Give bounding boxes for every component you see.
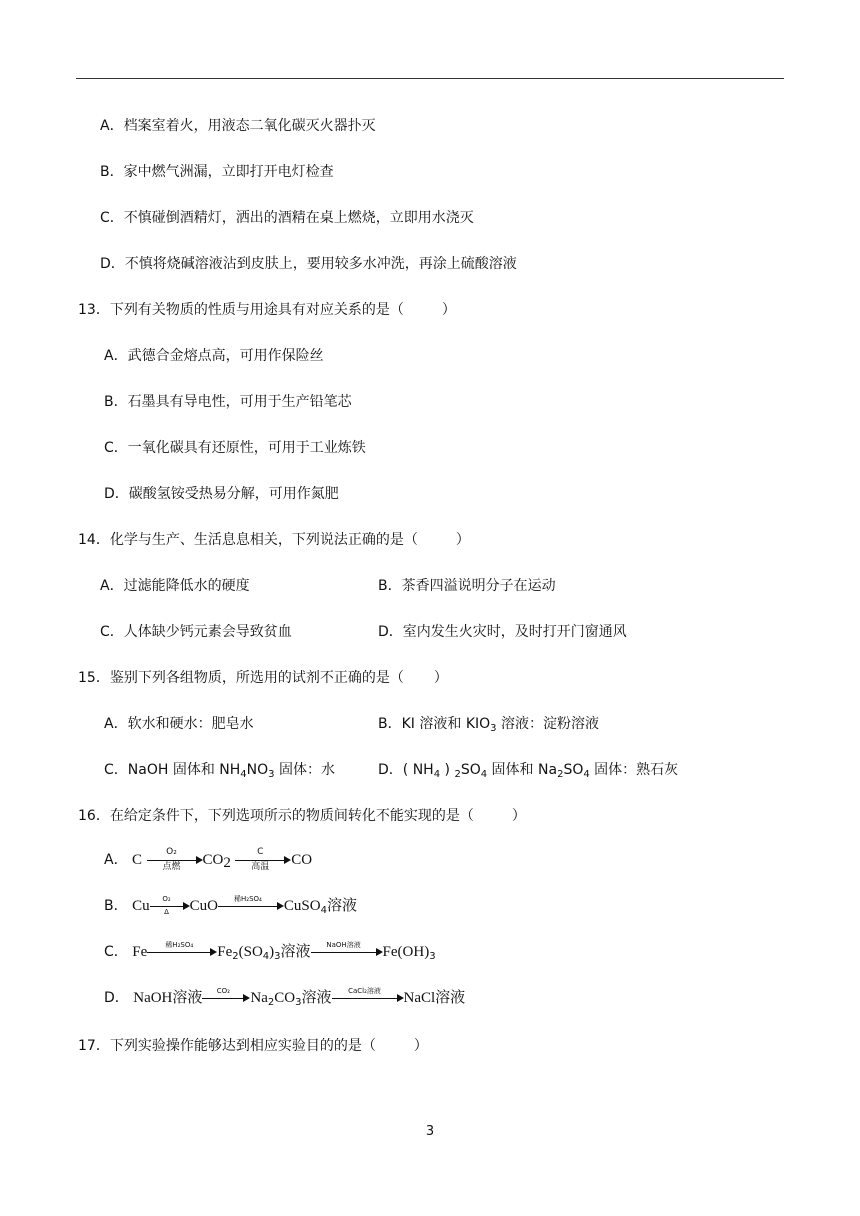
reaction-arrow: 稀H₂SO₄	[218, 896, 284, 916]
q15-option-a: A．软水和硬水：肥皂水	[104, 716, 254, 732]
reaction-arrow: NaOH溶液	[311, 942, 383, 962]
q17-stem: 17．下列实验操作能够达到相应实验目的的是（ ）	[78, 1038, 428, 1054]
formula-c: C	[132, 852, 143, 868]
q13-stem: 13．下列有关物质的性质与用途具有对应关系的是（ ）	[78, 302, 456, 318]
reaction-arrow: $\frac{\text{O₂}}{\Delta}$	[150, 896, 190, 916]
q13-option-d: D．碳酸氢铵受热易分解，可用作氮肥	[104, 486, 339, 502]
q16-option-b: B． Cu $\frac{\text{O₂}}{\Delta}$ CuO 稀H₂SO₄ CuSO$_4$溶液	[104, 895, 357, 916]
q14-option-c: C．人体缺少钙元素会导致贫血	[100, 624, 292, 640]
q13-option-a: A．武德合金熔点高，可用作保险丝	[104, 348, 324, 364]
q12-option-d: D．不慎将烧碱溶液沾到皮肤上，要用较多水冲洗，再涂上硫酸溶液	[100, 256, 517, 272]
q15-stem: 15．鉴别下列各组物质，所选用的试剂不正确的是（ ）	[78, 670, 448, 686]
q13-option-b: B．石墨具有导电性，可用于生产铅笔芯	[104, 394, 352, 410]
q16-stem: 16．在给定条件下，下列选项所示的物质间转化不能实现的是（ ）	[78, 808, 526, 824]
reaction-arrow: CaCl₂溶液	[332, 988, 404, 1008]
q14-stem: 14．化学与生产、生活息息相关，下列说法正确的是（ ）	[78, 532, 470, 548]
q13-option-c: C．一氧化碳具有还原性，可用于工业炼铁	[104, 440, 366, 456]
reaction-arrow: C 高温	[235, 850, 291, 870]
page-number: 3	[425, 1124, 435, 1139]
q16-option-a: A． C O₂ 点燃 $CO_2$ C 高温 CO	[104, 847, 313, 872]
q12-option-b: B．家中燃气洲漏，立即打开电灯检查	[100, 164, 334, 180]
q12-option-c: C．不慎碰倒酒精灯，洒出的酒精在桌上燃烧，立即用水浇灭	[100, 210, 474, 226]
reaction-arrow: O₂ 点燃	[147, 850, 203, 870]
q14-option-a: A．过滤能降低水的硬度	[100, 578, 250, 594]
q15-option-b: B．KI 溶液和 $KIO_3$ 溶液：淀粉溶液	[378, 716, 599, 734]
q12-option-a: A．档案室着火，用液态二氧化碳灭火器扑灭	[100, 118, 376, 134]
q16-option-d: D． NaOH溶液 CO₂ $Na_2CO_3$溶液 CaCl₂溶液 NaCl溶液	[104, 987, 466, 1008]
q16-option-c: C． Fe 稀H₂SO₄ $Fe_2(SO_4)_3$溶液 NaOH溶液 $Fe(OH)_3$	[104, 941, 436, 962]
q15-option-c: C．NaOH 固体和 $NH_4NO_3$ 固体：水	[104, 762, 335, 780]
q14-option-d: D．室内发生火灾时，及时打开门窗通风	[378, 624, 627, 640]
q14-option-b: B．茶香四溢说明分子在运动	[378, 578, 556, 594]
q15-option-d: D．( $NH_4$ ) $_2SO_4$ 固体和 $Na_2SO_4$ 固体：熟石灰	[378, 762, 679, 780]
reaction-arrow: CO₂	[202, 988, 250, 1008]
reaction-arrow: 稀H₂SO₄	[147, 942, 217, 962]
header-rule	[76, 78, 784, 79]
